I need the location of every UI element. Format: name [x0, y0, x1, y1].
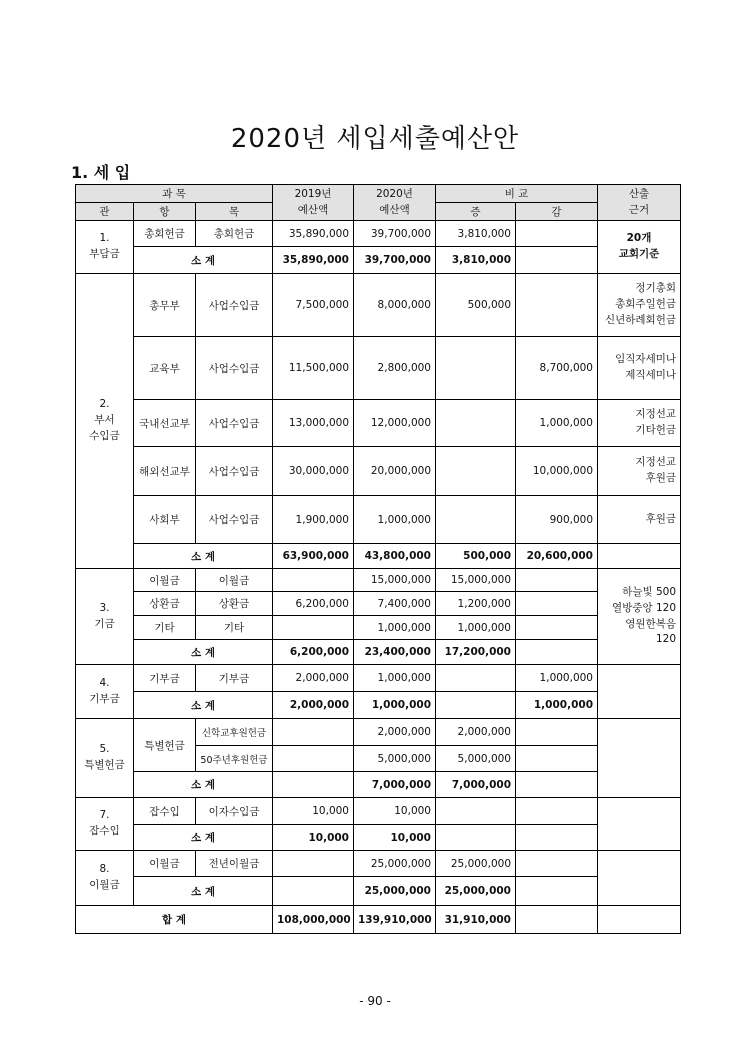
subtotal-2020: 23,400,000 — [354, 640, 436, 665]
mok-cell: 이자수입금 — [196, 798, 273, 825]
budget-2020: 1,000,000 — [354, 496, 436, 544]
subtotal-2020: 39,700,000 — [354, 247, 436, 274]
budget-2019: 13,000,000 — [273, 400, 354, 447]
budget-2020: 12,000,000 — [354, 400, 436, 447]
header-gwan: 관 — [76, 203, 134, 221]
header-hang: 항 — [134, 203, 196, 221]
subtotal-row — [76, 877, 681, 906]
mok-cell: 50주년후원헌금 — [196, 746, 273, 772]
table-row — [76, 798, 681, 825]
basis-cell: 정기총회 총회주일헌금 신년하례회헌금 — [598, 274, 681, 337]
subtotal-label: 소 계 — [134, 692, 273, 719]
subtotal-decrease — [516, 877, 598, 906]
hang-cell: 국내선교부 — [134, 400, 196, 447]
decrease-cell — [516, 221, 598, 247]
mok-cell: 사업수입금 — [196, 447, 273, 496]
increase-cell: 3,810,000 — [436, 221, 516, 247]
subtotal-increase: 25,000,000 — [436, 877, 516, 906]
gwan-cell: 4. 기부금 — [76, 665, 134, 719]
decrease-cell: 900,000 — [516, 496, 598, 544]
basis-cell: 20개 교회기준 — [598, 221, 681, 274]
increase-cell: 5,000,000 — [436, 746, 516, 772]
subtotal-increase — [436, 825, 516, 851]
mok-cell: 사업수입금 — [196, 400, 273, 447]
mok-cell: 이월금 — [196, 569, 273, 592]
increase-cell: 25,000,000 — [436, 851, 516, 877]
subtotal-2019 — [273, 772, 354, 798]
mok-cell: 기타 — [196, 616, 273, 640]
table-row — [76, 447, 681, 496]
basis-cell: 임직자세미나 제직세미나 — [598, 337, 681, 400]
decrease-cell: 1,000,000 — [516, 400, 598, 447]
subtotal-row — [76, 772, 681, 798]
gwan-cell: 7. 잡수입 — [76, 798, 134, 851]
header-2019: 2019년 예산액 — [273, 185, 354, 221]
increase-cell — [436, 447, 516, 496]
hang-cell: 교육부 — [134, 337, 196, 400]
subtotal-row — [76, 825, 681, 851]
page-number: - 90 - — [359, 994, 391, 1008]
subtotal-increase: 7,000,000 — [436, 772, 516, 798]
budget-2019: 30,000,000 — [273, 447, 354, 496]
gwan-cell: 2. 부서 수입금 — [76, 274, 134, 569]
table-row — [76, 569, 681, 592]
hang-cell: 특별헌금 — [134, 719, 196, 772]
mok-cell: 사업수입금 — [196, 274, 273, 337]
mok-cell: 신학교후원헌금 — [196, 719, 273, 746]
total-basis — [598, 906, 681, 934]
budget-2019 — [273, 851, 354, 877]
budget-2020: 5,000,000 — [354, 746, 436, 772]
budget-2020: 8,000,000 — [354, 274, 436, 337]
hang-cell: 잡수입 — [134, 798, 196, 825]
hang-cell: 기타 — [134, 616, 196, 640]
subtotal-2019 — [273, 877, 354, 906]
increase-cell: 1,200,000 — [436, 592, 516, 616]
subtotal-label: 소 계 — [134, 825, 273, 851]
table-row — [76, 496, 681, 544]
decrease-cell — [516, 592, 598, 616]
table-row — [76, 851, 681, 877]
table-row — [76, 719, 681, 746]
budget-2020: 1,000,000 — [354, 665, 436, 692]
decrease-cell: 1,000,000 — [516, 665, 598, 692]
section-heading: 1. 세 입 — [71, 163, 131, 182]
header-row-1 — [76, 185, 681, 203]
budget-2019 — [273, 719, 354, 746]
subtotal-2019: 2,000,000 — [273, 692, 354, 719]
budget-2019 — [273, 746, 354, 772]
hang-cell: 총회헌금 — [134, 221, 196, 247]
increase-cell — [436, 337, 516, 400]
budget-2020: 7,400,000 — [354, 592, 436, 616]
budget-2019 — [273, 616, 354, 640]
increase-cell: 2,000,000 — [436, 719, 516, 746]
table-row — [76, 616, 681, 640]
decrease-cell — [516, 616, 598, 640]
table-row — [76, 400, 681, 447]
decrease-cell: 10,000,000 — [516, 447, 598, 496]
hang-cell: 이월금 — [134, 851, 196, 877]
total-2020: 139,910,000 — [354, 906, 436, 934]
gwan-cell: 1. 부담금 — [76, 221, 134, 274]
budget-2019: 11,500,000 — [273, 337, 354, 400]
decrease-cell: 8,700,000 — [516, 337, 598, 400]
total-decrease — [516, 906, 598, 934]
gwan-cell: 8. 이월금 — [76, 851, 134, 906]
mok-cell: 상환금 — [196, 592, 273, 616]
decrease-cell — [516, 851, 598, 877]
basis-cell — [598, 851, 681, 906]
table-row — [76, 274, 681, 337]
increase-cell — [436, 798, 516, 825]
basis-cell: 지정선교 후원금 — [598, 447, 681, 496]
subtotal-2019: 35,890,000 — [273, 247, 354, 274]
subtotal-2020: 43,800,000 — [354, 544, 436, 569]
mok-cell: 기부금 — [196, 665, 273, 692]
budget-2020: 10,000 — [354, 798, 436, 825]
header-compare: 비 교 — [436, 185, 598, 203]
budget-2019: 1,900,000 — [273, 496, 354, 544]
hang-cell: 이월금 — [134, 569, 196, 592]
subtotal-decrease — [516, 772, 598, 798]
budget-2019 — [273, 569, 354, 592]
basis-cell — [598, 544, 681, 569]
page-title: 2020년 세입세출예산안 — [230, 124, 520, 154]
gwan-cell: 3. 기금 — [76, 569, 134, 665]
header-mok: 목 — [196, 203, 273, 221]
subtotal-decrease: 20,600,000 — [516, 544, 598, 569]
basis-cell — [598, 719, 681, 798]
subtotal-decrease — [516, 640, 598, 665]
header-decrease: 감 — [516, 203, 598, 221]
budget-2020: 15,000,000 — [354, 569, 436, 592]
subtotal-2020: 1,000,000 — [354, 692, 436, 719]
subtotal-2020: 7,000,000 — [354, 772, 436, 798]
mok-cell: 사업수입금 — [196, 496, 273, 544]
budget-2020: 25,000,000 — [354, 851, 436, 877]
table-row — [76, 592, 681, 616]
budget-2020: 1,000,000 — [354, 616, 436, 640]
basis-cell — [598, 798, 681, 851]
budget-2020: 39,700,000 — [354, 221, 436, 247]
subtotal-2019: 63,900,000 — [273, 544, 354, 569]
subtotal-row — [76, 544, 681, 569]
budget-2019: 2,000,000 — [273, 665, 354, 692]
table-row — [76, 665, 681, 692]
budget-2020: 2,000,000 — [354, 719, 436, 746]
total-increase: 31,910,000 — [436, 906, 516, 934]
budget-2020: 20,000,000 — [354, 447, 436, 496]
subtotal-row — [76, 692, 681, 719]
header-2020: 2020년 예산액 — [354, 185, 436, 221]
revenue-budget-table — [75, 184, 681, 934]
decrease-cell — [516, 719, 598, 746]
budget-2019: 7,500,000 — [273, 274, 354, 337]
gwan-cell: 5. 특별헌금 — [76, 719, 134, 798]
decrease-cell — [516, 569, 598, 592]
subtotal-label: 소 계 — [134, 247, 273, 274]
subtotal-2019: 6,200,000 — [273, 640, 354, 665]
basis-cell: 후원금 — [598, 496, 681, 544]
subtotal-decrease: 1,000,000 — [516, 692, 598, 719]
decrease-cell — [516, 746, 598, 772]
budget-2019: 6,200,000 — [273, 592, 354, 616]
table-row — [76, 337, 681, 400]
increase-cell: 15,000,000 — [436, 569, 516, 592]
increase-cell: 1,000,000 — [436, 616, 516, 640]
basis-cell: 지정선교 기타헌금 — [598, 400, 681, 447]
decrease-cell — [516, 798, 598, 825]
hang-cell: 상환금 — [134, 592, 196, 616]
basis-cell: 하늘빛 500 열방중앙 120 영원한복음 120 — [598, 569, 681, 665]
subtotal-increase: 500,000 — [436, 544, 516, 569]
increase-cell: 500,000 — [436, 274, 516, 337]
table-row — [76, 221, 681, 247]
header-increase: 증 — [436, 203, 516, 221]
basis-cell — [598, 665, 681, 719]
mok-cell: 사업수입금 — [196, 337, 273, 400]
budget-2019: 10,000 — [273, 798, 354, 825]
subtotal-label: 소 계 — [134, 640, 273, 665]
header-basis: 산출 근거 — [598, 185, 681, 221]
subtotal-label: 소 계 — [134, 877, 273, 906]
subtotal-label: 소 계 — [134, 772, 273, 798]
budget-2020: 2,800,000 — [354, 337, 436, 400]
hang-cell: 사회부 — [134, 496, 196, 544]
subtotal-increase — [436, 692, 516, 719]
hang-cell: 기부금 — [134, 665, 196, 692]
increase-cell — [436, 400, 516, 447]
decrease-cell — [516, 274, 598, 337]
subtotal-increase: 17,200,000 — [436, 640, 516, 665]
subtotal-2020: 10,000 — [354, 825, 436, 851]
subtotal-2020: 25,000,000 — [354, 877, 436, 906]
subtotal-2019: 10,000 — [273, 825, 354, 851]
hang-cell: 총무부 — [134, 274, 196, 337]
subtotal-row — [76, 640, 681, 665]
total-row — [76, 906, 681, 934]
total-2019: 108,000,000 — [273, 906, 354, 934]
total-label: 합 계 — [76, 906, 273, 934]
mok-cell: 전년이월금 — [196, 851, 273, 877]
mok-cell: 총회헌금 — [196, 221, 273, 247]
header-subject: 과 목 — [76, 185, 273, 203]
subtotal-decrease — [516, 247, 598, 274]
subtotal-decrease — [516, 825, 598, 851]
increase-cell — [436, 665, 516, 692]
subtotal-increase: 3,810,000 — [436, 247, 516, 274]
increase-cell — [436, 496, 516, 544]
hang-cell: 해외선교부 — [134, 447, 196, 496]
subtotal-row — [76, 247, 681, 274]
budget-2019: 35,890,000 — [273, 221, 354, 247]
subtotal-label: 소 계 — [134, 544, 273, 569]
